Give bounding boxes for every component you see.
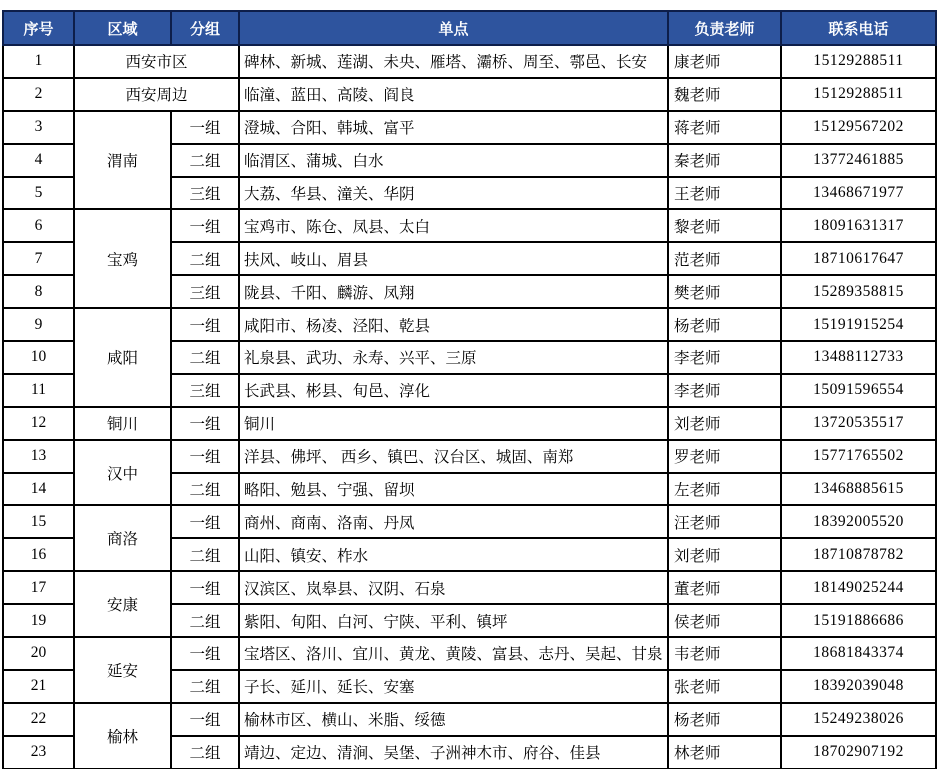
cell-points: 榆林市区、横山、米脂、绥德 (239, 703, 668, 736)
cell-no: 9 (3, 308, 74, 341)
cell-teacher: 杨老师 (668, 703, 781, 736)
cell-points: 紫阳、旬阳、白河、宁陕、平利、镇坪 (239, 604, 668, 637)
column-header-no: 序号 (3, 11, 74, 45)
cell-group: 二组 (171, 341, 239, 374)
cell-points: 子长、延川、延长、安塞 (239, 670, 668, 703)
cell-no: 12 (3, 407, 74, 440)
column-header-phone: 联系电话 (781, 11, 936, 45)
cell-no: 22 (3, 703, 74, 736)
table-row (3, 111, 936, 144)
cell-phone: 18681843374 (781, 637, 936, 670)
table-row (3, 407, 936, 440)
cell-phone: 13720535517 (781, 407, 936, 440)
cell-points: 洋县、佛坪、 西乡、镇巴、汉台区、城固、南郑 (239, 440, 668, 473)
cell-points: 大荔、华县、潼关、华阴 (239, 177, 668, 210)
cell-points: 商州、商南、洛南、丹凤 (239, 505, 668, 538)
cell-teacher: 韦老师 (668, 637, 781, 670)
cell-region: 铜川 (74, 407, 171, 440)
cell-no: 1 (3, 45, 74, 78)
cell-points: 宝塔区、洛川、宜川、黄龙、黄陵、富县、志丹、吴起、甘泉 (239, 637, 668, 670)
cell-teacher: 刘老师 (668, 538, 781, 571)
cell-teacher: 董老师 (668, 571, 781, 604)
cell-group: 一组 (171, 111, 239, 144)
cell-phone: 18392005520 (781, 505, 936, 538)
cell-teacher: 李老师 (668, 374, 781, 407)
cell-points: 汉滨区、岚皋县、汉阴、石泉 (239, 571, 668, 604)
cell-no: 11 (3, 374, 74, 407)
cell-no: 19 (3, 604, 74, 637)
table-header (3, 11, 936, 45)
cell-points: 略阳、勉县、宁强、留坝 (239, 473, 668, 506)
table-row (3, 637, 936, 670)
table-row (3, 209, 936, 242)
cell-teacher: 左老师 (668, 473, 781, 506)
cell-phone: 15771765502 (781, 440, 936, 473)
cell-region: 安康 (74, 571, 171, 637)
cell-group: 二组 (171, 736, 239, 769)
cell-teacher: 范老师 (668, 242, 781, 275)
cell-no: 16 (3, 538, 74, 571)
cell-points: 扶风、岐山、眉县 (239, 242, 668, 275)
cell-teacher: 樊老师 (668, 275, 781, 308)
cell-no: 5 (3, 177, 74, 210)
cell-region: 榆林 (74, 703, 171, 769)
cell-teacher: 林老师 (668, 736, 781, 769)
column-header-region: 区域 (74, 11, 171, 45)
cell-group: 三组 (171, 177, 239, 210)
cell-teacher: 黎老师 (668, 209, 781, 242)
cell-phone: 18710878782 (781, 538, 936, 571)
cell-phone: 15191915254 (781, 308, 936, 341)
cell-group: 一组 (171, 637, 239, 670)
cell-no: 3 (3, 111, 74, 144)
cell-no: 15 (3, 505, 74, 538)
cell-teacher: 李老师 (668, 341, 781, 374)
cell-points: 陇县、千阳、麟游、凤翔 (239, 275, 668, 308)
cell-teacher: 侯老师 (668, 604, 781, 637)
cell-group: 一组 (171, 505, 239, 538)
cell-no: 7 (3, 242, 74, 275)
header-row (3, 11, 936, 45)
cell-group: 一组 (171, 209, 239, 242)
cell-group: 二组 (171, 670, 239, 703)
cell-phone: 18702907192 (781, 736, 936, 769)
cell-group: 二组 (171, 473, 239, 506)
cell-no: 21 (3, 670, 74, 703)
cell-region: 延安 (74, 637, 171, 703)
cell-no: 2 (3, 78, 74, 111)
column-header-teacher: 负责老师 (668, 11, 781, 45)
cell-points: 碑林、新城、莲湖、未央、雁塔、灞桥、周至、鄠邑、长安 (239, 45, 668, 78)
table-row (3, 78, 936, 111)
cell-group: 二组 (171, 604, 239, 637)
cell-teacher: 汪老师 (668, 505, 781, 538)
cell-teacher: 魏老师 (668, 78, 781, 111)
cell-group: 一组 (171, 440, 239, 473)
cell-points: 咸阳市、杨凌、泾阳、乾县 (239, 308, 668, 341)
cell-no: 10 (3, 341, 74, 374)
cell-points: 礼泉县、武功、永寿、兴平、三原 (239, 341, 668, 374)
cell-no: 8 (3, 275, 74, 308)
cell-points: 临渭区、蒲城、白水 (239, 144, 668, 177)
table-row (3, 45, 936, 78)
cell-phone: 15191886686 (781, 604, 936, 637)
table-row (3, 440, 936, 473)
cell-no: 13 (3, 440, 74, 473)
cell-group: 一组 (171, 407, 239, 440)
cell-phone: 13468671977 (781, 177, 936, 210)
cell-phone: 18392039048 (781, 670, 936, 703)
table-row (3, 505, 936, 538)
column-header-group: 分组 (171, 11, 239, 45)
cell-no: 4 (3, 144, 74, 177)
cell-teacher: 秦老师 (668, 144, 781, 177)
cell-group: 二组 (171, 538, 239, 571)
cell-region: 渭南 (74, 111, 171, 210)
cell-phone: 15129288511 (781, 45, 936, 78)
cell-phone: 13772461885 (781, 144, 936, 177)
cell-points: 铜川 (239, 407, 668, 440)
cell-region: 宝鸡 (74, 209, 171, 308)
cell-group: 二组 (171, 242, 239, 275)
cell-phone: 15129288511 (781, 78, 936, 111)
cell-points: 山阳、镇安、柞水 (239, 538, 668, 571)
cell-group: 一组 (171, 703, 239, 736)
cell-region: 咸阳 (74, 308, 171, 407)
cell-points: 靖边、定边、清涧、吴堡、子洲神木市、府谷、佳县 (239, 736, 668, 769)
contact-table (2, 10, 937, 769)
cell-phone: 15091596554 (781, 374, 936, 407)
cell-phone: 15289358815 (781, 275, 936, 308)
cell-teacher: 王老师 (668, 177, 781, 210)
cell-no: 17 (3, 571, 74, 604)
cell-teacher: 罗老师 (668, 440, 781, 473)
cell-phone: 18710617647 (781, 242, 936, 275)
cell-no: 23 (3, 736, 74, 769)
cell-points: 澄城、合阳、韩城、富平 (239, 111, 668, 144)
cell-region: 汉中 (74, 440, 171, 506)
cell-phone: 13468885615 (781, 473, 936, 506)
cell-no: 14 (3, 473, 74, 506)
table-row (3, 571, 936, 604)
cell-phone: 18149025244 (781, 571, 936, 604)
cell-region: 商洛 (74, 505, 171, 571)
cell-phone: 15129567202 (781, 111, 936, 144)
table-row (3, 703, 936, 736)
cell-points: 宝鸡市、陈仓、凤县、太白 (239, 209, 668, 242)
cell-points: 长武县、彬县、旬邑、淳化 (239, 374, 668, 407)
cell-group: 二组 (171, 144, 239, 177)
cell-teacher: 康老师 (668, 45, 781, 78)
cell-region: 西安市区 (74, 45, 239, 78)
cell-group: 三组 (171, 275, 239, 308)
cell-phone: 15249238026 (781, 703, 936, 736)
cell-teacher: 杨老师 (668, 308, 781, 341)
column-header-points: 单点 (239, 11, 668, 45)
cell-phone: 18091631317 (781, 209, 936, 242)
cell-group: 一组 (171, 571, 239, 604)
cell-no: 6 (3, 209, 74, 242)
cell-group: 一组 (171, 308, 239, 341)
cell-region: 西安周边 (74, 78, 239, 111)
table-body (3, 45, 936, 769)
cell-teacher: 张老师 (668, 670, 781, 703)
cell-teacher: 刘老师 (668, 407, 781, 440)
cell-group: 三组 (171, 374, 239, 407)
cell-no: 20 (3, 637, 74, 670)
cell-teacher: 蒋老师 (668, 111, 781, 144)
cell-phone: 13488112733 (781, 341, 936, 374)
table-row (3, 308, 936, 341)
cell-points: 临潼、蓝田、高陵、阎良 (239, 78, 668, 111)
